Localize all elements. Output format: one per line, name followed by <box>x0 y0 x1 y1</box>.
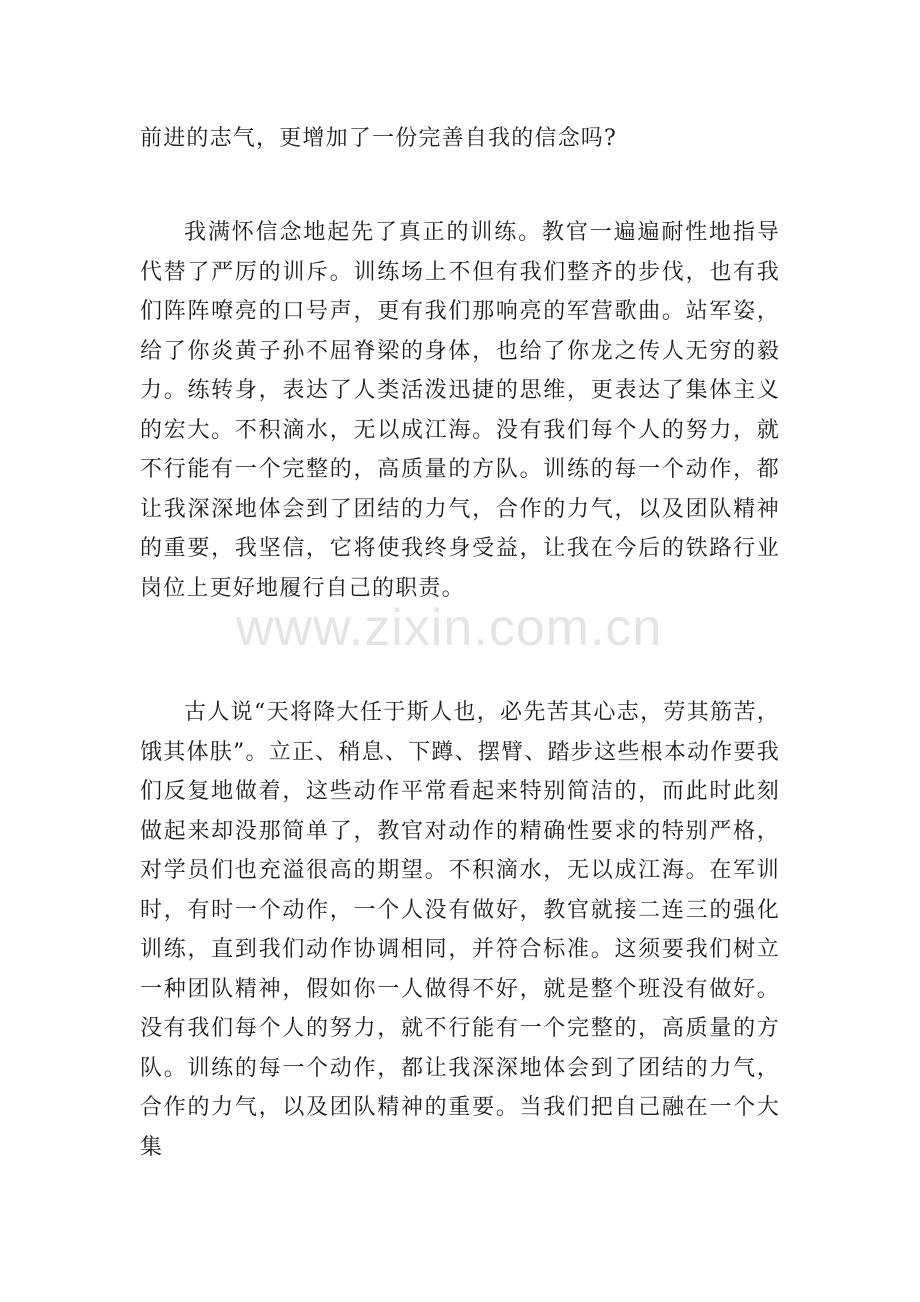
watermark: www.zixin.com.cn <box>236 599 663 657</box>
paragraph-3: 古人说“天将降大任于斯人也，必先苦其心志，劳其筋苦，饿其体肤”。立正、稍息、下蹲、摆臂、踏步这些根本动作要我们反复地做着，这些动作平常看起来特别简洁的，而此时此刻做起来却没那简单了，教官对动作的精确性要求的特别严格，对学员们也充溢很高的期望。不积滴水，无以成江海。在军训时，有时一个动作，一个人没有做好，教官就接二连三的强化训练，直到我们动作协调相同，并符合标准。这须要我们树立一种团队精神，假如你一人做得不好，就是整个班没有做好。没有我们每个人的努力，就不行能有一个完整的，高质量的方队。训练的每一个动作，都让我深深地体会到了团结的力气，合作的力气，以及团队精神的重要。当我们把自己融在一个大集 <box>140 700 780 1160</box>
paragraph-2: 我满怀信念地起先了真正的训练。教官一遍遍耐性地指导代替了严厉的训斥。训练场上不但有我们整齐的步伐，也有我们阵阵嘹亮的口号声，更有我们那响亮的军营歌曲。站军姿，给了你炎黄子孙不屈脊梁的身体，也给了你龙之传人无穷的毅力。练转身，表达了人类活泼迅捷的思维，更表达了集体主义的宏大。不积滴水，无以成江海。没有我们每个人的努力，就不行能有一个完整的，高质量的方队。训练的每一个动作，都让我深深地体会到了团结的力气，合作的力气，以及团队精神的重要，我坚信，它将使我终身受益，让我在今后的铁路行业岗位上更好地履行自己的职责。 <box>140 220 780 601</box>
paragraph-1: 前进的志气，更增加了一份完善自我的信念吗? <box>140 126 617 151</box>
